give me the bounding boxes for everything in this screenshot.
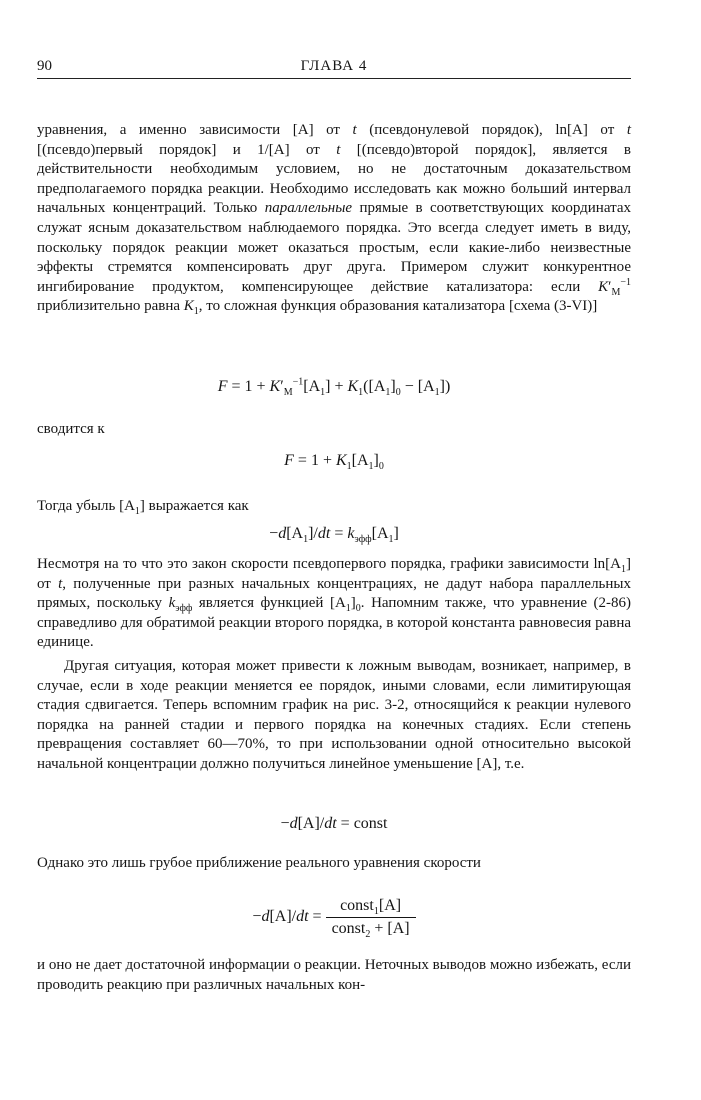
- paragraph-loss: Тогда убыль $[A_1]$ выражается как: [37, 498, 249, 517]
- equation-F-full: $F = 1 + K'_M^{-1}[A_1] + K_1([A_1]_0 - [A_1])$: [217, 376, 451, 399]
- paragraph-pseudo-first: Несмотря на то что это закон скорости псевдопервого порядка, графики зависимости $\ln[A_1]$ от t, полученные при разных начальных концентрациях, не дадут набора параллельных прямых, поскольку $k_{эфф}$ является функцией $[A_1]_0$. Напомним также, что уравнение (2-86) справедливо для обратимой реакции второго порядка, в которой константа равновесия равна единице.: [37, 556, 632, 651]
- paragraph-reduces: сводится к: [37, 421, 105, 437]
- paragraph-other-situation: Другая ситуация, которая может привести к ложным выводам, возникает, например, в случае, если в ходе реакции меняется ее порядок, иными словами, если лимитирующая стадия сдвигается. Теперь вспомним график на рис. 3-2, относящийся к реакции нулевого порядка на ранней стадии и первого порядка на конечных стадиях. Если степень превращения составляет 60—70%, то при использовании одной относительно высокой начальной концентрации должно получиться линейное уменьшение [A], т.е.: [37, 658, 631, 772]
- equation-const-rate: −d[A]/dt = const: [280, 815, 388, 832]
- chapter-title: ГЛАВА 4: [300, 58, 368, 74]
- header-rule: [37, 78, 631, 79]
- equation-rate-keff: $-d[A_1]/dt = k_{эфф}[A_1]$: [269, 525, 399, 546]
- paragraph-conclusion: и оно не дает достаточной информации о реакции. Неточных выводов можно избежать, если проводить реакцию при различных начальных кон-: [37, 957, 631, 993]
- equation-F-reduced: $F = 1 + K_1[A_1]_0$: [284, 452, 384, 473]
- page-header: [37, 58, 631, 78]
- page-number: 90: [37, 58, 52, 74]
- paragraph-orders: уравнения, а именно зависимости [A] от t (псевдонулевой порядок), ln[A] от t [(псевдо)первый порядок] и 1/[A] от t [(псевдо)второй порядок], является в действительности необходимым условием, но не достаточным доказательством предполагаемого порядка реакции. Необходимо исследовать как можно больший интервал начальных концентраций. Только параллельные прямые в соответствующих координатах служат ясным доказательством наблюдаемого порядка. Это всегда следует иметь в виду, поскольку порядок реакции может оказаться простым, если какие-либо неизвестные эффекты стремятся компенсировать друг друга. Примером служит конкурентное ингибирование продуктом, компенсирующее действие катализатора: если $K'_M^{-1}$ приблизительно равна $K_1$, то сложная функция образования катализатора [схема (3-VI)]: [37, 122, 632, 318]
- equation-rate-fraction: −d[A]/dt = $\frac{const_1[A]}{const_2 + [A]}$: [37, 897, 631, 938]
- paragraph-approximation: Однако это лишь грубое приближение реального уравнения скорости: [37, 855, 481, 871]
